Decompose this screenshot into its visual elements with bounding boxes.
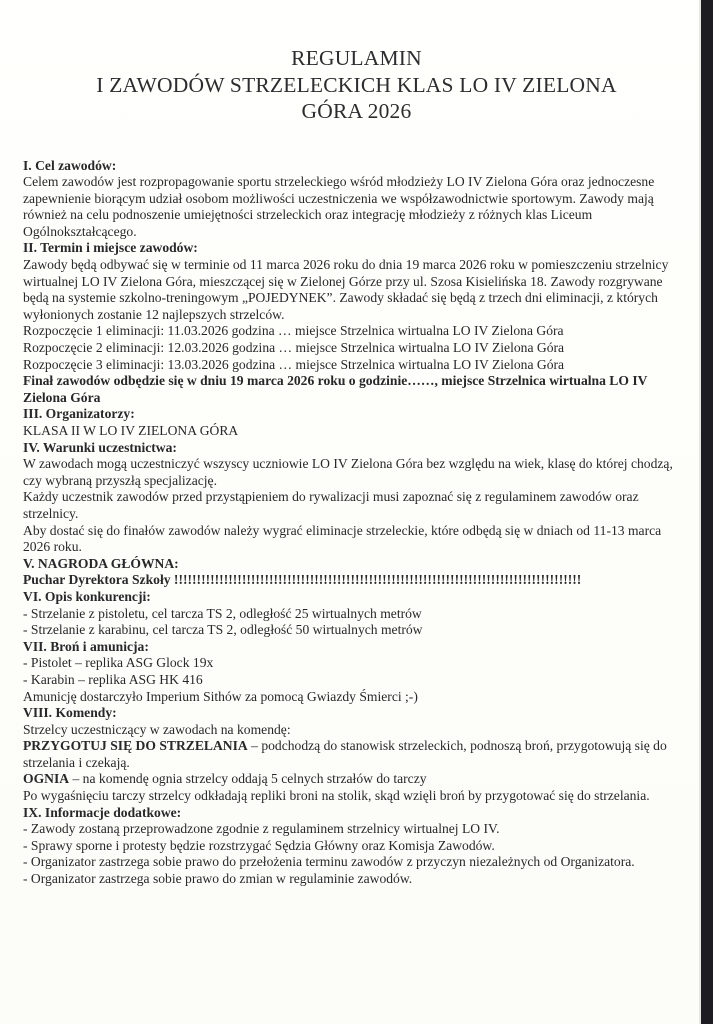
text-segment: - Karabin – replika ASG HK 416 [23,671,203,687]
document-title [0,0,713,125]
paragraph [23,838,681,855]
paragraph [23,622,681,639]
text-segment: KLASA II W LO IV ZIELONA GÓRA [23,423,239,438]
paragraph [23,489,681,522]
section-heading [23,705,681,722]
text-segment: Rozpoczęcie 2 eliminacji: 12.03.2026 godzina … miejsce Strzelnica wirtualna LO IV Zielona Góra [23,340,565,356]
text-segment: Rozpoczęcie 1 eliminacji: 11.03.2026 godzina … miejsce Strzelnica wirtualna LO IV Zielona Góra [23,323,564,339]
title-line-3: GÓRA 2026 [301,99,412,123]
section-heading [23,158,681,175]
paragraph [23,340,681,357]
paragraph [23,572,681,589]
text-segment: Zawody będą odbywać się w terminie od 11 marca 2026 roku do dnia 19 marca 2026 roku w pomieszczeniu strzelnicy wirtualnej LO IV Zielona Góra, mieszczącej się w Zielonej Górze przy ul. Szosa Kisielińska 18. Zawody rozgrywane będą na systemie szkolno-treningowym „POJEDYNEK”. Zawody składać się będą z trzech dni eliminacji, z których wyłonionych zostanie 12 najlepszych strzelców. [23,257,669,322]
title-line-1: REGULAMIN [291,46,422,70]
paragraph [23,655,681,672]
paragraph [23,373,681,406]
bold-text-segment: II. Termin i miejsce zawodów: [23,240,198,256]
bold-text-segment: Puchar Dyrektora Szkoły !!!!!!!!!!!!!!!!!!!!!!!!!!!!!!!!!!!!!!!!!!!!!!!!!!!!!!!!!!!!!!!!!!!!!!!!!!!!!!!!!!!!!!!!!! [23,572,582,588]
paragraph [23,672,681,689]
title-line-2: I ZAWODÓW STRZELECKICH KLAS LO IV ZIELONA [96,72,617,97]
section-heading [23,240,681,257]
paragraph [23,871,681,888]
paragraph [23,174,681,240]
bold-text-segment: III. Organizatorzy: [23,406,135,422]
text-segment: Rozpoczęcie 3 eliminacji: 13.03.2026 godzina … miejsce Strzelnica wirtualna LO IV Zielona Góra [23,356,565,372]
section-heading [23,639,681,656]
text-segment: - Organizator zastrzega sobie prawo do przełożenia terminu zawodów z przyczyn niezależnych od Organizatora. [23,854,635,870]
bold-text-segment: I. Cel zawodów: [23,157,117,173]
paragraph [23,738,681,771]
text-segment: Po wygaśnięciu tarczy strzelcy odkładają repliki broni na stolik, skąd wzięli broń by przygotować się do strzelania. [23,788,650,804]
text-segment: - Strzelanie z karabinu, cel tarcza TS 2, odległość 50 wirtualnych metrów [23,622,423,638]
section-heading [23,406,681,423]
text-segment: Aby dostać się do finałów zawodów należy wygrać eliminacje strzeleckie, które odbędą się w dniach od 11-13 marca 2026 roku. [23,522,662,555]
text-segment: - Pistolet – replika ASG Glock 19x [23,655,214,671]
paragraph [23,456,681,489]
section-heading [23,589,681,606]
screen-edge-bar [699,0,713,1024]
bold-text-segment: VI. Opis konkurencji: [23,588,151,604]
paragraph [23,357,681,374]
bold-text-segment: OGNIA [23,771,70,787]
bold-text-segment: IV. Warunki uczestnictwa: [23,439,177,455]
section-heading [23,805,681,822]
paragraph [23,722,681,739]
paragraph [23,821,681,838]
text-segment: - Sprawy sporne i protesty będzie rozstrzygać Sędzia Główny oraz Komisja Zawodów. [23,837,495,853]
text-segment: Celem zawodów jest rozpropagowanie sportu strzeleckiego wśród młodzieży LO IV Zielona Góra oraz jednoczesne zapewnienie biorącym udział osobom możliwości uczestniczenia we współzawodnictwie sportowym. Zawody mają również na celu podnoszenie umiejętności strzeleckich oraz integrację młodzieży z różnych klas Liceum Ogólnokształcącego. [23,174,655,239]
text-segment: - Organizator zastrzega sobie prawo do zmian w regulaminie zawodów. [23,871,413,887]
text-segment: - Zawody zostaną przeprowadzone zgodnie z regulaminem strzelnicy wirtualnej LO IV. [23,821,500,837]
text-segment: Amunicję dostarczyło Imperium Sithów za pomocą Gwiazdy Śmierci ;-) [23,688,418,704]
bold-text-segment: Finał zawodów odbędzie się w dniu 19 marca 2026 roku o godzinie……, miejsce Strzelnica wirtualna LO IV Zielona Góra [23,373,648,405]
paragraph [23,689,681,706]
text-segment: Strzelcy uczestniczący w zawodach na komendę: [23,721,291,737]
paragraph [23,771,681,788]
text-segment: – podchodzą do stanowisk strzeleckich, podnoszą broń, przygotowują się do strzelania i czekają. [23,738,667,770]
text-segment: W zawodach mogą uczestniczyć wszyscy uczniowie LO IV Zielona Góra bez względu na wiek, klasę do której chodzą, czy wybraną przyszłą specjalizację. [23,456,673,488]
bold-text-segment: VII. Broń i amunicja: [23,638,149,654]
paragraph [23,257,681,323]
text-segment: – na komendę ognia strzelcy oddają 5 celnych strzałów do tarczy [69,771,427,787]
paragraph [23,606,681,623]
text-segment: Każdy uczestnik zawodów przed przystąpieniem do rywalizacji musi zapoznać się z regulaminem zawodów oraz strzelnicy. [23,489,639,521]
bold-text-segment: V. NAGRODA GŁÓWNA: [23,555,179,571]
paragraph [23,854,681,871]
document-body [0,158,713,888]
section-heading [23,556,681,573]
bold-text-segment: VIII. Komendy: [23,705,117,721]
bold-text-segment: PRZYGOTUJ SIĘ DO STRZELANIA [23,738,248,754]
paragraph [23,423,681,440]
section-heading [23,440,681,457]
paragraph [23,788,681,805]
paragraph [23,523,681,556]
bold-text-segment: IX. Informacje dodatkowe: [23,804,182,820]
text-segment: - Strzelanie z pistoletu, cel tarcza TS 2, odległość 25 wirtualnych metrów [23,605,422,621]
paragraph [23,323,681,340]
